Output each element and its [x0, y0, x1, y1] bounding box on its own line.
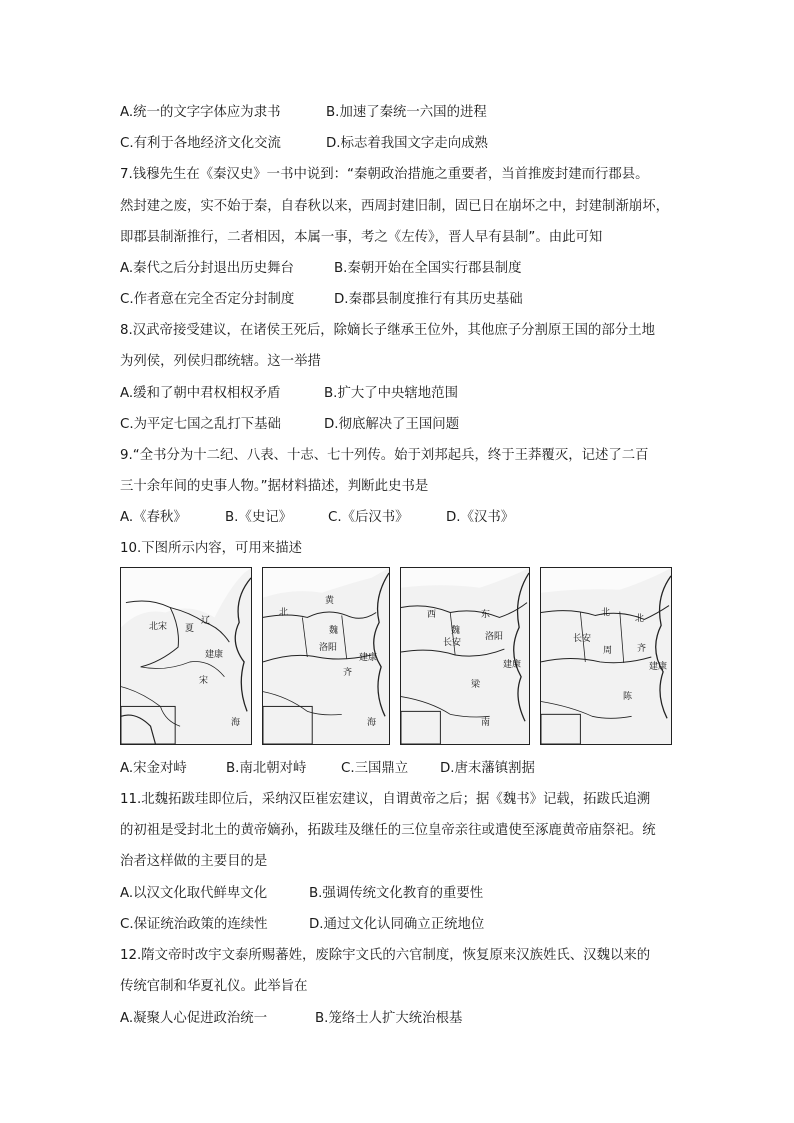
map-3-label: 东	[481, 610, 491, 620]
map-1-label: 辽	[201, 616, 211, 626]
map-4-label: 建康	[649, 662, 668, 672]
map-2-label: 洛阳	[319, 643, 338, 653]
map-3-label: 长安	[443, 638, 462, 648]
map-1-label: 海	[231, 718, 241, 728]
q6-option-c: C.有利于各地经济文化交流	[120, 136, 281, 151]
q7-option-b: B.秦朝开始在全国实行郡县制度	[334, 261, 522, 276]
q9-option-b: B.《史记》	[225, 510, 293, 525]
map-3-label: 西	[427, 610, 437, 620]
q9-option-a: A.《春秋》	[120, 510, 187, 525]
q8-stem-line1: 8.汉武帝接受建议，在诸侯王死后，除嫡长子继承王位外，其他庶子分割原王国的部分土地	[120, 323, 656, 338]
q6-option-a: A.统一的文字字体应为隶书	[120, 105, 281, 120]
map-4	[540, 567, 672, 745]
q11-stem-line1: 11.北魏拓跋珪即位后，采纳汉臣崔宏建议，自谓黄帝之后；据《魏书》记载，拓跋氏追溯	[120, 792, 651, 807]
q12-options-row1	[120, 1010, 462, 1028]
q7-option-c: C.作者意在完全否定分封制度	[120, 292, 295, 307]
q8-stem-line2: 为列侯，列侯归郡统辖。这一举措	[120, 354, 321, 369]
map-3-outline	[401, 568, 529, 744]
map-3-label: 魏	[451, 626, 461, 636]
q8-option-c: C.为平定七国之乱打下基础	[120, 417, 281, 432]
q10-stem: 10.下图所示内容，可用来描述	[120, 541, 302, 556]
q8-option-a: A.缓和了朝中君权相权矛盾	[120, 386, 281, 401]
map-3-label: 建康	[503, 660, 522, 670]
q11-stem-line2: 的初祖是受封北土的黄帝嫡孙，拓跋珪及继任的三位皇帝亲往或遣使至涿鹿黄帝庙祭祀。统	[120, 823, 656, 838]
q12-option-b: B.笼络士人扩大统治根基	[315, 1011, 463, 1026]
q10-option-d: D.唐末藩镇割据	[440, 761, 535, 776]
q6-options-row2	[120, 135, 488, 153]
q11-options-row2	[120, 916, 484, 934]
map-4-label: 齐	[637, 644, 647, 654]
map-1-label: 宋	[199, 676, 209, 686]
map-4-label: 周	[603, 646, 613, 656]
q11-option-a: A.以汉文化取代鲜卑文化	[120, 886, 268, 901]
map-4-outline	[541, 568, 671, 744]
q11-option-d: D.通过文化认同确立正统地位	[309, 917, 485, 932]
map-3-label: 洛阳	[485, 632, 504, 642]
map-4-label: 陈	[623, 692, 633, 702]
q10-option-c: C.三国鼎立	[341, 761, 409, 776]
q9-option-c: C.《后汉书》	[328, 510, 409, 525]
map-4-label: 北	[635, 614, 645, 624]
q6-options-row1	[120, 104, 487, 122]
q12-option-a: A.凝聚人心促进政治统一	[120, 1011, 268, 1026]
map-2-label: 齐	[343, 668, 353, 678]
q12-stem-line2: 传统官制和华夏礼仪。此举旨在	[120, 979, 308, 994]
map-2	[262, 567, 390, 745]
q10-option-b: B.南北朝对峙	[226, 761, 307, 776]
map-3-label: 梁	[471, 680, 481, 690]
q11-stem-line3: 治者这样做的主要目的是	[120, 854, 268, 869]
q12-stem-line1: 12.隋文帝时改宇文泰所赐蕃姓，废除宇文氏的六官制度，恢复原来汉族姓氏、汉魏以来的	[120, 948, 651, 963]
q7-option-d: D.秦郡县制度推行有其历史基础	[334, 292, 523, 307]
map-3-label: 南	[481, 718, 491, 728]
q11-options-row1	[120, 885, 483, 903]
q10-options-row	[120, 760, 535, 778]
map-3	[400, 567, 530, 745]
q7-option-a: A.秦代之后分封退出历史舞台	[120, 261, 294, 276]
q11-option-b: B.强调传统文化教育的重要性	[309, 886, 484, 901]
q10-option-a: A.宋金对峙	[120, 761, 187, 776]
map-2-label: 建康	[359, 653, 378, 663]
q7-stem-line1: 7.钱穆先生在《秦汉史》一书中说到：“秦朝政治措施之重要者，当首推废封建而行郡县。	[120, 167, 649, 182]
q9-stem-line1: 9.“全书分为十二纪、八表、十志、七十列传。始于刘邦起兵，终于王莽覆灭，记述了二百	[120, 448, 649, 463]
map-1-label: 北宋	[149, 622, 168, 632]
q6-option-d: D.标志着我国文字走向成熟	[326, 136, 488, 151]
map-2-label: 北	[279, 608, 289, 618]
q7-options-row2	[120, 291, 523, 309]
q7-stem-line3: 即郡县制渐推行，二者相因，本属一事，考之《左传》，晋人早有县制”。由此可知	[120, 230, 603, 245]
q7-options-row1	[120, 260, 522, 278]
q10-map-figure	[120, 567, 672, 745]
map-2-label: 海	[367, 718, 377, 728]
q8-option-d: D.彻底解决了王国问题	[324, 417, 460, 432]
map-1	[120, 567, 252, 745]
q9-stem-line2: 三十余年间的史事人物。”据材料描述，判断此史书是	[120, 479, 429, 494]
q8-options-row2	[120, 416, 459, 434]
q7-stem-line2: 然封建之废，实不始于秦，自春秋以来，西周封建旧制，固已日在崩坏之中，封建制渐崩坏，	[120, 199, 670, 214]
q8-option-b: B.扩大了中央辖地范围	[324, 386, 458, 401]
q11-option-c: C.保证统治政策的连续性	[120, 917, 268, 932]
map-4-label: 长安	[573, 634, 592, 644]
q9-option-d: D.《汉书》	[446, 510, 515, 525]
q6-option-b: B.加速了秦统一六国的进程	[326, 105, 487, 120]
map-2-label: 魏	[329, 626, 339, 636]
q9-options-row	[120, 509, 514, 527]
q8-options-row1	[120, 385, 458, 403]
map-4-label: 北	[601, 608, 611, 618]
map-1-label: 建康	[205, 650, 224, 660]
map-1-label: 夏	[185, 624, 195, 634]
map-2-label: 黄	[325, 596, 335, 606]
